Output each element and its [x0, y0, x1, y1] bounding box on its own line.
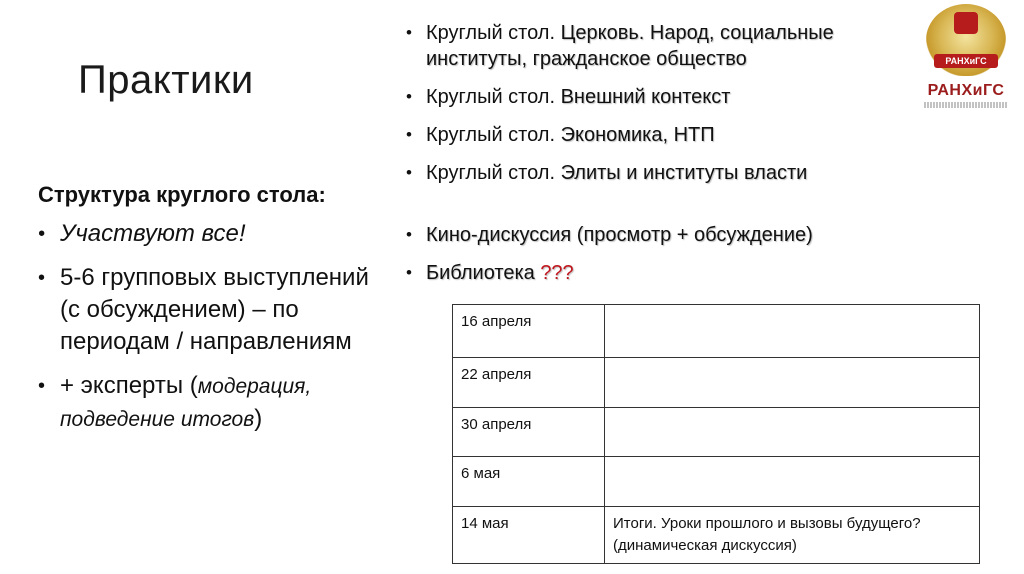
item-topic: Экономика, НТП	[560, 124, 715, 146]
list-item	[406, 122, 916, 148]
list-item	[38, 218, 378, 250]
logo-ribbon: РАНХиГС	[934, 54, 998, 68]
item-topic: Церковь. Народ, социальные институты, гражданское общество	[426, 22, 834, 70]
schedule-table	[452, 304, 980, 564]
date-cell: 22 апреля	[453, 358, 605, 408]
item-topic: Внешний контекст	[560, 86, 731, 108]
item-topic: Кино-дискуссия (просмотр + обсуждение)	[426, 224, 813, 246]
topic-cell	[605, 305, 980, 358]
other-formats-list	[406, 222, 916, 286]
item-italic-text: модерация, подведение итогов	[60, 375, 312, 431]
question-marks: ???	[540, 262, 574, 284]
list-item	[406, 222, 916, 248]
topic-cell	[605, 457, 980, 507]
item-prefix: Круглый стол.	[426, 86, 561, 108]
item-text: 5-6 групповых выступлений (с обсуждением) – по периодам / направлениям	[60, 264, 369, 355]
item-prefix: Круглый стол.	[426, 22, 561, 44]
list-item	[406, 160, 916, 186]
date-cell: 14 мая	[453, 507, 605, 564]
emblem-icon	[926, 4, 1006, 76]
table-row	[453, 408, 980, 457]
item-prefix: Круглый стол.	[426, 162, 561, 184]
item-topic: Элиты и институты власти	[560, 162, 808, 184]
table-row	[453, 358, 980, 408]
topic-cell	[605, 358, 980, 408]
item-text: Участвуют все!	[60, 220, 246, 247]
table-row	[453, 305, 980, 358]
eagle-icon	[954, 12, 978, 34]
date-cell: 16 апреля	[453, 305, 605, 358]
list-item	[406, 20, 916, 72]
table-row	[453, 507, 980, 564]
list-item	[406, 84, 916, 110]
list-item	[38, 262, 378, 358]
table-row	[453, 457, 980, 507]
structure-heading: Структура круглого стола:	[38, 182, 326, 207]
logo-subtitle	[924, 102, 1008, 108]
practices-list	[406, 20, 916, 298]
item-prefix: Круглый стол.	[426, 124, 561, 146]
slide-title: Практики	[78, 58, 254, 102]
structure-list	[38, 218, 378, 436]
round-table-structure	[38, 182, 378, 448]
topic-cell: Итоги. Уроки прошлого и вызовы будущего? (динамическая дискуссия)	[605, 507, 980, 564]
item-topic: Библиотека	[426, 262, 541, 284]
date-cell: 30 апреля	[453, 408, 605, 457]
item-text: )	[254, 405, 263, 432]
date-cell: 6 мая	[453, 457, 605, 507]
round-tables-list	[406, 20, 916, 186]
item-text: + эксперты (	[60, 372, 198, 399]
list-item	[38, 370, 378, 436]
ranepa-logo	[918, 4, 1014, 112]
logo-text: РАНХиГС	[927, 82, 1005, 99]
list-item	[406, 260, 916, 286]
topic-cell	[605, 408, 980, 457]
